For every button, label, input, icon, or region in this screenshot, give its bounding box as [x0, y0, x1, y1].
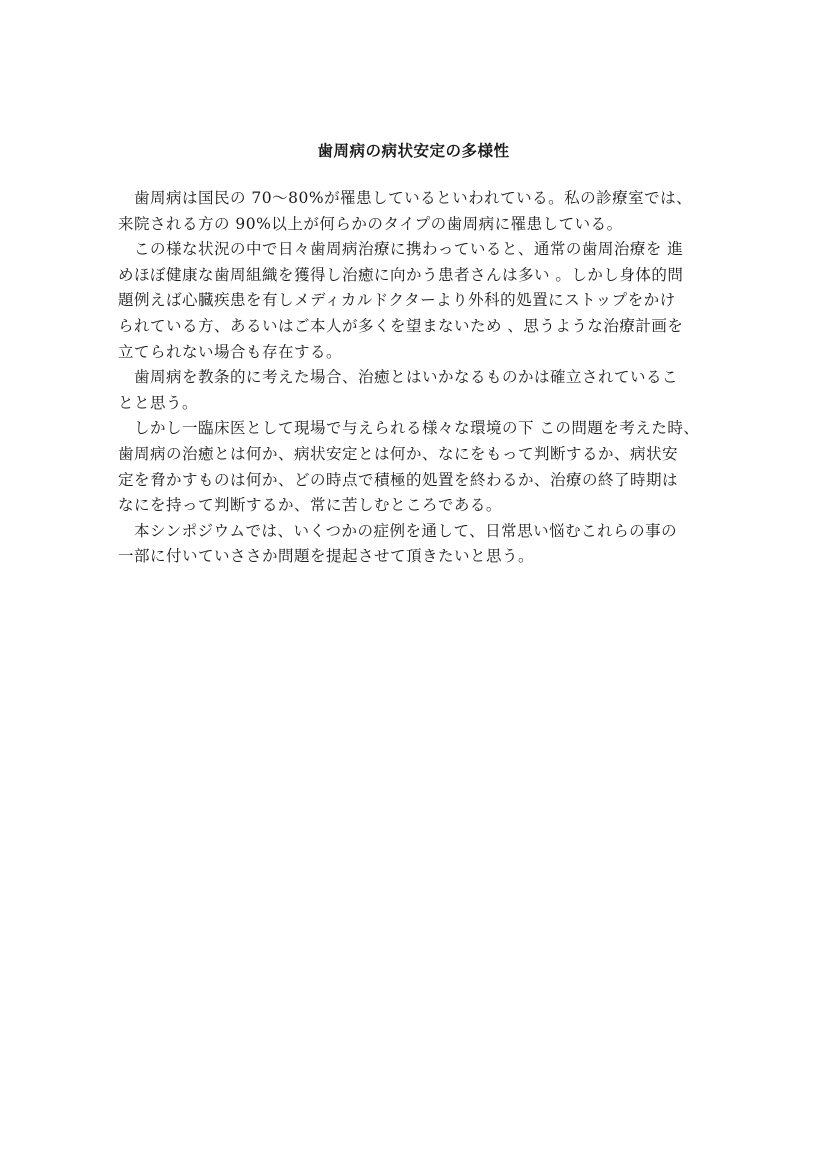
document-title: 歯周病の病状安定の多様性 [317, 141, 510, 160]
body-line: 来院される方の 90%以上が何らかのタイプの歯周病に罹患している。 [118, 214, 623, 233]
body-line: 歯周病は国民の 70～80%が罹患しているといわれている。私の診療室では、 [118, 189, 693, 207]
body-line: 一部に付いていささか問題を提起させて頂きたいと思う。 [118, 547, 535, 566]
body-line: 立てられない場合も存在する。 [118, 342, 343, 361]
body-line: しかし一臨床医として現場で与えられる様々な環境の下 この問題を考えた時、 [118, 419, 700, 438]
body-line: 歯周病の治癒とは何か、病状安定とは何か、なにをもって判断するか、病状安 [118, 444, 679, 463]
body-line: この様な状況の中で日々歯周病治療に携わっていると、通常の歯周治療を 進 [118, 240, 684, 259]
body-line: 定を脅かすものは何か、どの時点で積極的処置を終わるか、治療の終了時期は [118, 470, 679, 489]
body-line: めほぼ健康な歯周組織を獲得し治癒に向かう患者さんは多い 。しかし身体的問 [118, 265, 684, 284]
body-line: られている方、あるいはご本人が多くを望まないため 、思うような治療計画を [118, 316, 684, 335]
body-line: なにを持って判断するか、常に苦しむところである。 [118, 496, 502, 515]
body-line: 題例えば心臓疾患を有しメディカルドクターより外科的処置にストップをかけ [118, 291, 676, 310]
body-line: 歯周病を教条的に考えた場合、治癒とはいかなるものかは確立されているこ [118, 368, 679, 387]
body-line: とと思う。 [118, 393, 199, 412]
body-line: 本シンポジウムでは、いくつかの症例を通して、日常思い悩むこれらの事の [118, 521, 678, 540]
document-body [118, 186, 718, 570]
